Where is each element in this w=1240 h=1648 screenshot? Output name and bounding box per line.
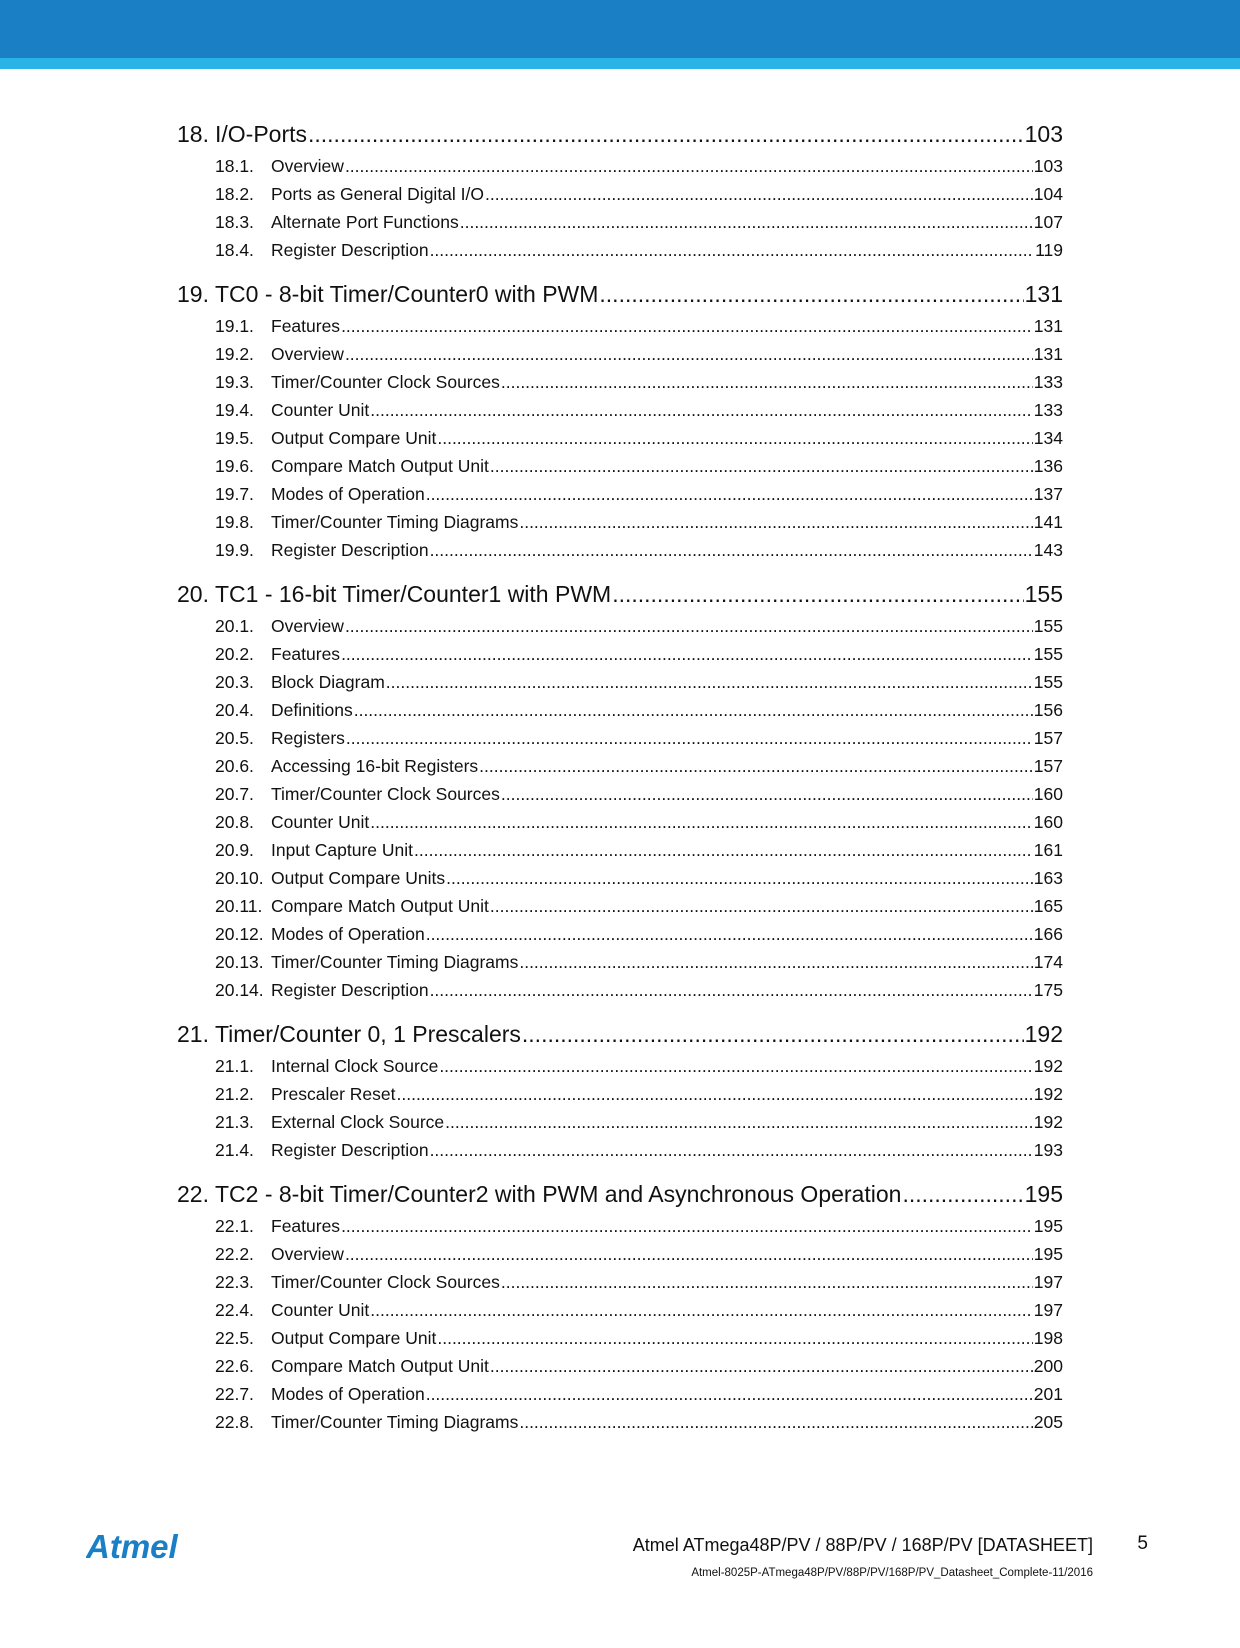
entry-page: 192	[1033, 1112, 1063, 1132]
entry-title: Timer/Counter Clock Sources	[271, 372, 500, 392]
entry-page: 156	[1033, 700, 1063, 720]
entry-title: TC2 - 8-bit Timer/Counter2 with PWM and Asynchronous Operation	[214, 1181, 902, 1207]
entry-number: 19.4.	[215, 400, 254, 420]
table-of-contents	[177, 116, 1063, 1448]
toc-subsection-entry[interactable]	[177, 396, 1063, 424]
entry-title: Prescaler Reset	[271, 1084, 396, 1104]
dot-leader	[501, 1268, 1033, 1296]
entry-number: 19.8.	[215, 512, 254, 532]
entry-page: 161	[1033, 840, 1063, 860]
entry-title: Registers	[271, 728, 345, 748]
dot-leader	[430, 976, 1033, 1004]
dot-leader	[345, 612, 1033, 640]
atmel-logo-mark	[86, 1530, 206, 1564]
entry-number: 18.3.	[215, 212, 254, 232]
entry-page: 157	[1033, 728, 1063, 748]
entry-page: 192	[1033, 1056, 1063, 1076]
dot-leader	[599, 276, 1023, 312]
dot-leader	[460, 208, 1033, 236]
header-stripe	[0, 58, 1240, 69]
entry-page: 137	[1033, 484, 1063, 504]
entry-page: 141	[1033, 512, 1063, 532]
toc-subsection-entry[interactable]	[177, 892, 1063, 920]
entry-title: Input Capture Unit	[271, 840, 414, 860]
entry-title: Compare Match Output Unit	[271, 1356, 489, 1376]
dot-leader	[479, 752, 1033, 780]
entry-title: Register Description	[271, 240, 429, 260]
entry-title: Output Compare Unit	[271, 1328, 437, 1348]
entry-number: 22.7.	[215, 1384, 254, 1404]
entry-page: 155	[1024, 581, 1063, 607]
dot-leader	[902, 1176, 1023, 1212]
entry-number: 18.	[177, 121, 209, 147]
toc-subsection-entry[interactable]	[177, 1380, 1063, 1408]
entry-page: 192	[1033, 1084, 1063, 1104]
toc-subsection-entry[interactable]	[177, 480, 1063, 508]
entry-number: 20.4.	[215, 700, 254, 720]
entry-number: 19.9.	[215, 540, 254, 560]
entry-page: 131	[1024, 281, 1063, 307]
dot-leader	[345, 152, 1033, 180]
toc-subsection-entry[interactable]	[177, 1324, 1063, 1352]
entry-number: 20.11.	[215, 896, 263, 916]
toc-chapter-entry[interactable]	[177, 576, 1063, 612]
toc-subsection-entry[interactable]	[177, 1268, 1063, 1296]
entry-number: 21.4.	[215, 1140, 254, 1160]
entry-title: Alternate Port Functions	[271, 212, 459, 232]
dot-leader	[426, 1380, 1033, 1408]
toc-subsection-entry[interactable]	[177, 696, 1063, 724]
entry-page: 195	[1033, 1216, 1063, 1236]
dot-leader	[430, 236, 1035, 264]
dot-leader	[439, 1052, 1032, 1080]
entry-number: 21.3.	[215, 1112, 254, 1132]
entry-title: Counter Unit	[271, 400, 370, 420]
toc-subsection-entry[interactable]	[177, 1052, 1063, 1080]
entry-title: Definitions	[271, 700, 353, 720]
entry-number: 18.4.	[215, 240, 254, 260]
toc-subsection-entry[interactable]	[177, 864, 1063, 892]
entry-page: 192	[1024, 1021, 1063, 1047]
entry-title: Output Compare Unit	[271, 428, 437, 448]
dot-leader	[426, 480, 1033, 508]
entry-page: 155	[1033, 616, 1063, 636]
toc-subsection-entry[interactable]	[177, 452, 1063, 480]
atmel-logo-text: Atmel	[86, 1530, 178, 1564]
entry-number: 20.10.	[215, 868, 264, 888]
entry-page: 131	[1033, 344, 1063, 364]
entry-page: 133	[1033, 400, 1063, 420]
entry-page: 155	[1033, 672, 1063, 692]
entry-title: Timer/Counter Clock Sources	[271, 1272, 500, 1292]
entry-title: Output Compare Units	[271, 868, 446, 888]
entry-page: 155	[1033, 644, 1063, 664]
entry-number: 21.2.	[215, 1084, 254, 1104]
entry-number: 22.3.	[215, 1272, 254, 1292]
dot-leader	[490, 892, 1033, 920]
entry-title: Timer/Counter 0, 1 Prescalers	[214, 1021, 521, 1047]
entry-page: 195	[1033, 1244, 1063, 1264]
toc-subsection-entry[interactable]	[177, 236, 1063, 264]
entry-page: 163	[1033, 868, 1063, 888]
entry-title: Modes of Operation	[271, 924, 425, 944]
toc-chapter-entry[interactable]	[177, 116, 1063, 152]
toc-subsection-entry[interactable]	[177, 152, 1063, 180]
entry-number: 22.4.	[215, 1300, 254, 1320]
entry-number: 21.	[177, 1021, 209, 1047]
entry-number: 20.1.	[215, 616, 254, 636]
dot-leader	[341, 1212, 1033, 1240]
toc-subsection-entry[interactable]	[177, 1108, 1063, 1136]
toc-subsection-entry[interactable]	[177, 1352, 1063, 1380]
toc-subsection-entry[interactable]	[177, 808, 1063, 836]
entry-number: 18.1.	[215, 156, 254, 176]
entry-title: Features	[271, 316, 341, 336]
dot-leader	[485, 180, 1033, 208]
dot-leader	[519, 508, 1032, 536]
entry-title: Timer/Counter Timing Diagrams	[271, 952, 519, 972]
dot-leader	[414, 836, 1033, 864]
entry-title: Register Description	[271, 980, 429, 1000]
entry-number: 22.1.	[215, 1216, 254, 1236]
toc-subsection-entry[interactable]	[177, 1296, 1063, 1324]
dot-leader	[445, 1108, 1033, 1136]
entry-number: 21.1.	[215, 1056, 254, 1076]
entry-title: TC0 - 8-bit Timer/Counter0 with PWM	[214, 281, 599, 307]
dot-leader	[430, 536, 1033, 564]
dot-leader	[519, 948, 1032, 976]
document-id: Atmel-8025P-ATmega48P/PV/88P/PV/168P/PV_Datasheet_Complete-11/2016	[691, 1567, 1093, 1579]
dot-leader	[386, 668, 1033, 696]
dot-leader	[501, 780, 1033, 808]
toc-subsection-entry[interactable]	[177, 752, 1063, 780]
entry-page: 201	[1033, 1384, 1063, 1404]
toc-subsection-entry[interactable]	[177, 948, 1063, 976]
toc-subsection-entry[interactable]	[177, 668, 1063, 696]
entry-page: 197	[1033, 1272, 1063, 1292]
entry-title: Timer/Counter Clock Sources	[271, 784, 500, 804]
toc-chapter-entry[interactable]	[177, 1176, 1063, 1212]
dot-leader	[490, 452, 1033, 480]
entry-number: 18.2.	[215, 184, 254, 204]
dot-leader	[345, 340, 1033, 368]
entry-page: 205	[1033, 1412, 1063, 1432]
entry-title: Ports as General Digital I/O	[271, 184, 484, 204]
dot-leader	[522, 1016, 1024, 1052]
entry-title: I/O-Ports	[214, 121, 307, 147]
toc-section	[177, 116, 1063, 264]
entry-title: Compare Match Output Unit	[271, 896, 489, 916]
entry-title: Block Diagram	[271, 672, 385, 692]
entry-title: Overview	[271, 344, 344, 364]
dot-leader	[446, 864, 1033, 892]
entry-page: 136	[1033, 456, 1063, 476]
toc-subsection-entry[interactable]	[177, 640, 1063, 668]
entry-title: External Clock Source	[271, 1112, 445, 1132]
entry-page: 103	[1033, 156, 1063, 176]
toc-section	[177, 276, 1063, 564]
dot-leader	[346, 724, 1033, 752]
header-band	[0, 0, 1240, 58]
toc-subsection-entry[interactable]	[177, 836, 1063, 864]
entry-title: Accessing 16-bit Registers	[271, 756, 479, 776]
entry-title: Overview	[271, 156, 344, 176]
dot-leader	[501, 368, 1033, 396]
entry-page: 195	[1024, 1181, 1063, 1207]
entry-page: 175	[1033, 980, 1063, 1000]
entry-title: Modes of Operation	[271, 484, 425, 504]
entry-page: 104	[1033, 184, 1063, 204]
dot-leader	[308, 116, 1024, 152]
entry-title: Register Description	[271, 540, 429, 560]
entry-page: 160	[1033, 784, 1063, 804]
entry-number: 20.12.	[215, 924, 264, 944]
entry-number: 22.2.	[215, 1244, 254, 1264]
toc-subsection-entry[interactable]	[177, 368, 1063, 396]
entry-title: Timer/Counter Timing Diagrams	[271, 1412, 519, 1432]
toc-subsection-entry[interactable]	[177, 340, 1063, 368]
entry-page: 107	[1033, 212, 1063, 232]
toc-chapter-entry[interactable]	[177, 276, 1063, 312]
entry-number: 19.	[177, 281, 209, 307]
entry-page: 157	[1033, 756, 1063, 776]
entry-title: Features	[271, 644, 341, 664]
toc-subsection-entry[interactable]	[177, 536, 1063, 564]
dot-leader	[397, 1080, 1033, 1108]
entry-number: 19.5.	[215, 428, 254, 448]
entry-title: Timer/Counter Timing Diagrams	[271, 512, 519, 532]
entry-title: Features	[271, 1216, 341, 1236]
dot-leader	[370, 1296, 1033, 1324]
toc-subsection-entry[interactable]	[177, 1080, 1063, 1108]
toc-subsection-entry[interactable]	[177, 976, 1063, 1004]
atmel-logo	[86, 1530, 206, 1569]
toc-subsection-entry[interactable]	[177, 612, 1063, 640]
entry-page: 134	[1033, 428, 1063, 448]
entry-page: 174	[1033, 952, 1063, 972]
entry-number: 19.7.	[215, 484, 254, 504]
entry-page: 143	[1033, 540, 1063, 560]
entry-title: Internal Clock Source	[271, 1056, 439, 1076]
entry-number: 22.6.	[215, 1356, 254, 1376]
toc-subsection-entry[interactable]	[177, 1408, 1063, 1436]
toc-subsection-entry[interactable]	[177, 920, 1063, 948]
entry-number: 22.8.	[215, 1412, 254, 1432]
page-number: 5	[1137, 1533, 1148, 1554]
entry-title: Counter Unit	[271, 1300, 370, 1320]
entry-title: Compare Match Output Unit	[271, 456, 489, 476]
entry-title: Overview	[271, 616, 344, 636]
entry-page: 131	[1033, 316, 1063, 336]
entry-number: 20.8.	[215, 812, 254, 832]
toc-subsection-entry[interactable]	[177, 208, 1063, 236]
entry-page: 119	[1035, 240, 1063, 260]
toc-section	[177, 1176, 1063, 1436]
entry-page: 197	[1033, 1300, 1063, 1320]
entry-number: 20.3.	[215, 672, 254, 692]
entry-page: 160	[1033, 812, 1063, 832]
entry-number: 19.1.	[215, 316, 254, 336]
toc-chapter-entry[interactable]	[177, 1016, 1063, 1052]
toc-subsection-entry[interactable]	[177, 312, 1063, 340]
dot-leader	[370, 808, 1033, 836]
entry-page: 200	[1033, 1356, 1063, 1376]
dot-leader	[345, 1240, 1033, 1268]
dot-leader	[341, 312, 1033, 340]
toc-section	[177, 1016, 1063, 1164]
entry-page: 193	[1033, 1140, 1063, 1160]
entry-number: 22.	[177, 1181, 209, 1207]
dot-leader	[426, 920, 1033, 948]
dot-leader	[490, 1352, 1033, 1380]
toc-section	[177, 576, 1063, 1004]
entry-number: 20.	[177, 581, 209, 607]
entry-page: 133	[1033, 372, 1063, 392]
dot-leader	[341, 640, 1033, 668]
entry-number: 19.3.	[215, 372, 254, 392]
toc-subsection-entry[interactable]	[177, 724, 1063, 752]
toc-subsection-entry[interactable]	[177, 1240, 1063, 1268]
entry-title: Counter Unit	[271, 812, 370, 832]
entry-number: 20.14.	[215, 980, 264, 1000]
entry-title: Register Description	[271, 1140, 429, 1160]
toc-subsection-entry[interactable]	[177, 780, 1063, 808]
entry-number: 19.6.	[215, 456, 254, 476]
entry-page: 103	[1024, 121, 1063, 147]
dot-leader	[430, 1136, 1033, 1164]
toc-subsection-entry[interactable]	[177, 1136, 1063, 1164]
entry-title: Modes of Operation	[271, 1384, 425, 1404]
document-title: Atmel ATmega48P/PV / 88P/PV / 168P/PV [DATASHEET]	[632, 1535, 1093, 1555]
entry-number: 20.13.	[215, 952, 264, 972]
entry-number: 20.2.	[215, 644, 254, 664]
entry-number: 20.6.	[215, 756, 254, 776]
entry-number: 20.5.	[215, 728, 254, 748]
dot-leader	[370, 396, 1033, 424]
dot-leader	[519, 1408, 1032, 1436]
entry-title: TC1 - 16-bit Timer/Counter1 with PWM	[214, 581, 612, 607]
toc-subsection-entry[interactable]	[177, 1212, 1063, 1240]
entry-page: 198	[1033, 1328, 1063, 1348]
entry-number: 20.7.	[215, 784, 254, 804]
entry-number: 19.2.	[215, 344, 254, 364]
toc-subsection-entry[interactable]	[177, 424, 1063, 452]
dot-leader	[612, 576, 1023, 612]
toc-subsection-entry[interactable]	[177, 180, 1063, 208]
dot-leader	[354, 696, 1033, 724]
dot-leader	[437, 424, 1032, 452]
dot-leader	[437, 1324, 1032, 1352]
entry-title: Overview	[271, 1244, 344, 1264]
entry-number: 20.9.	[215, 840, 254, 860]
toc-subsection-entry[interactable]	[177, 508, 1063, 536]
entry-number: 22.5.	[215, 1328, 254, 1348]
entry-page: 166	[1033, 924, 1063, 944]
entry-page: 165	[1033, 896, 1063, 916]
